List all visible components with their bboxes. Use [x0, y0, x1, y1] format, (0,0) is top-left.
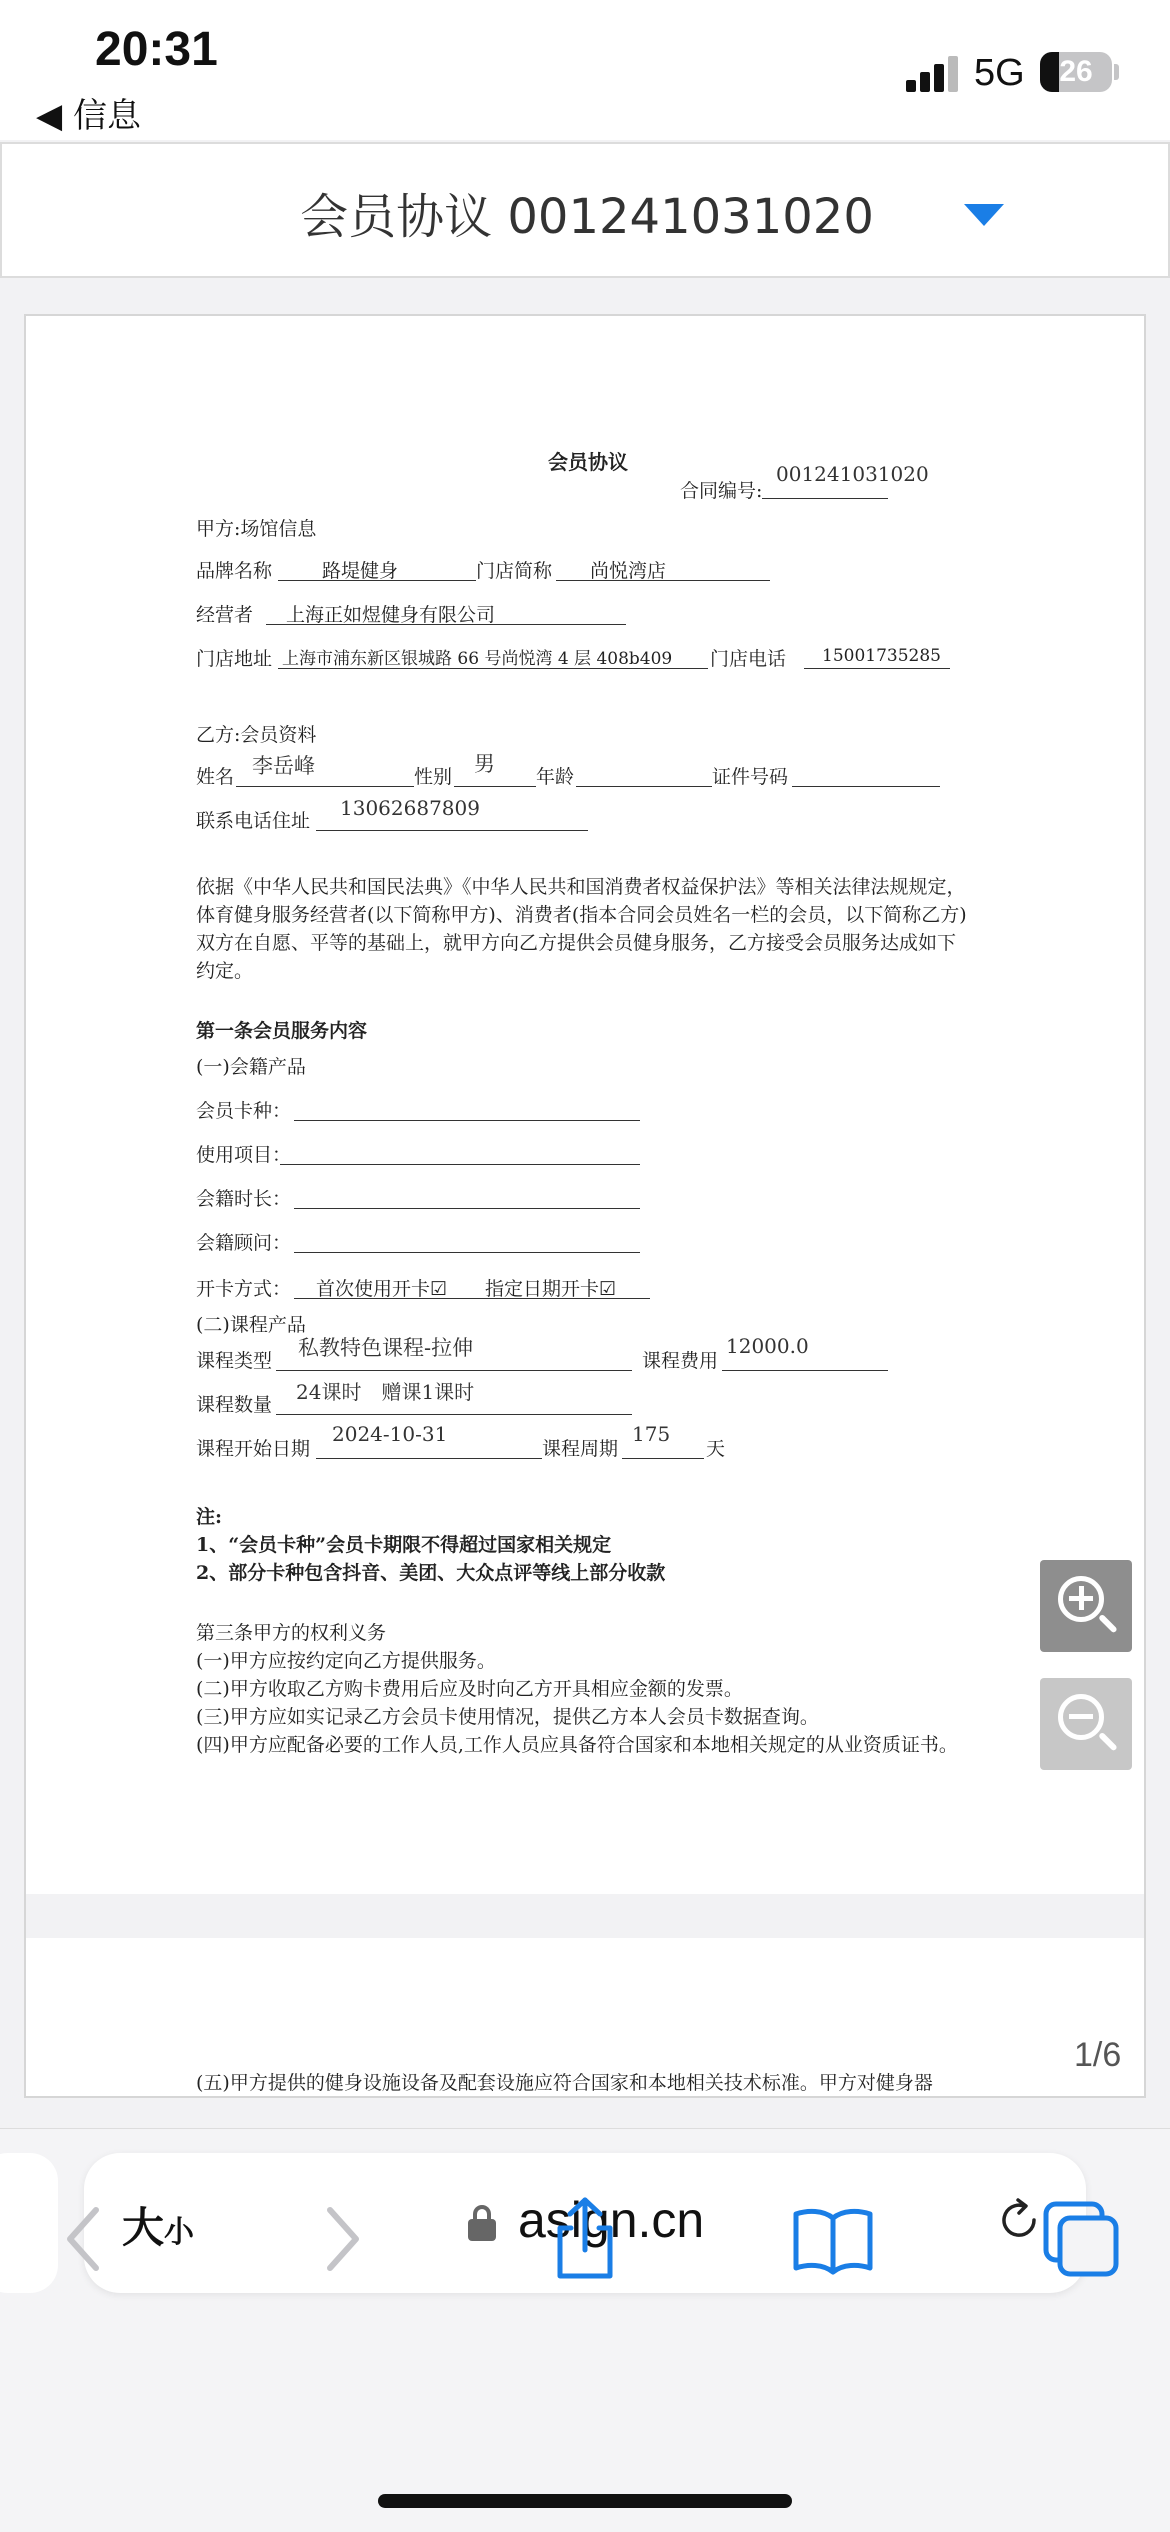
underline: [294, 1252, 640, 1253]
activation-value: 首次使用开卡☑ 指定日期开卡☑: [316, 1278, 617, 1300]
address-label: 门店地址: [196, 648, 273, 670]
bookmarks-button[interactable]: [788, 2194, 878, 2284]
underline: [722, 1370, 888, 1371]
next-page-line: (五)甲方提供的健身设施设备及配套设施应符合国家和本地相关技术标准。甲方对健身器: [196, 2072, 933, 2094]
age-label: 年龄: [536, 766, 575, 788]
back-button[interactable]: [42, 2194, 132, 2284]
underline: [622, 1458, 704, 1459]
underline: [316, 830, 588, 831]
underline: [454, 786, 536, 787]
battery-cap: [1114, 64, 1119, 80]
underline: [804, 668, 950, 669]
party-b-heading: 乙方:会员资料: [196, 724, 317, 746]
article3-item: (三)甲方应如实记录乙方会员卡使用情况，提供乙方本人会员卡数据查询。: [196, 1706, 819, 1728]
course-qty-value: 24课时 赠课1课时: [296, 1380, 475, 1404]
article3-item: (一)甲方应按约定向乙方提供服务。: [196, 1650, 496, 1672]
document-title-bar[interactable]: [0, 142, 1170, 278]
article3-item: (二)甲方收取乙方购卡费用后应及时向乙方开具相应金额的发票。: [196, 1678, 743, 1700]
contract-no-label: 合同编号:: [680, 480, 763, 502]
contract-no-value: 001241031020: [776, 462, 929, 486]
reader-size-small: 小: [164, 2215, 195, 2250]
course-qty-label: 课程数量: [196, 1394, 273, 1416]
battery-level: 26: [1059, 55, 1093, 88]
activation-label: 开卡方式：: [196, 1278, 292, 1300]
article3-item: (四)甲方应配备必要的工作人员,工作人员应具备符合国家和本地相关规定的从业资质证书。: [196, 1734, 958, 1756]
tabs-icon: [1046, 2204, 1116, 2274]
document-title: 会员协议 001241031020: [300, 189, 874, 245]
browser-chrome: [0, 2128, 1170, 2532]
underline: [576, 786, 712, 787]
tabs-button[interactable]: [1036, 2194, 1126, 2284]
forward-button[interactable]: [294, 2194, 384, 2284]
store-label: 门店简称: [476, 560, 553, 582]
article3-heading: 第三条甲方的权利义务: [196, 1622, 387, 1644]
duration-label: 会籍时长：: [196, 1188, 292, 1210]
advisor-label: 会籍顾问：: [196, 1232, 292, 1254]
course-type-label: 课程类型: [196, 1350, 273, 1372]
lock-icon: [468, 2205, 496, 2241]
course-start-value: 2024-10-31: [332, 1422, 448, 1446]
phone-value: 15001735285: [822, 646, 941, 666]
course-heading: (二)课程产品: [196, 1314, 306, 1336]
page-separator: [26, 1894, 1144, 1938]
status-time: 20:31: [95, 23, 218, 76]
operator-value: 上海正如煜健身有限公司: [286, 604, 496, 626]
operator-label: 经营者: [196, 604, 254, 626]
id-label: 证件号码: [712, 766, 789, 788]
preamble-line: 双方在自愿、平等的基础上，就甲方向乙方提供会员健身服务，乙方接受会员服务达成如下: [196, 932, 957, 954]
course-period-label: 课程周期: [542, 1438, 619, 1460]
card-type-label: 会员卡种：: [196, 1100, 292, 1122]
membership-heading: (一)会籍产品: [196, 1056, 306, 1078]
name-label: 姓名: [196, 766, 235, 788]
url-domain[interactable]: asign.cn: [518, 2192, 705, 2248]
underline: [280, 1164, 640, 1165]
address-value: 上海市浦东新区银城路 66 号尚悦湾 4 层 408b409: [282, 649, 673, 669]
back-to-app-link[interactable]: ◀ 信息: [36, 96, 141, 136]
store-value: 尚悦湾店: [590, 560, 667, 582]
home-indicator[interactable]: [378, 2494, 792, 2508]
gender-label: 性别: [414, 766, 453, 788]
note-item: 1、“会员卡种”会员卡期限不得超过国家相关规定: [196, 1534, 612, 1556]
chevron-left-icon: [70, 2210, 96, 2268]
course-type-value: 私教特色课程-拉伸: [298, 1336, 474, 1360]
network-type: 5G: [974, 52, 1025, 94]
underline: [294, 1120, 640, 1121]
book-icon: [796, 2211, 870, 2272]
underline: [294, 1208, 640, 1209]
brand-value: 路堤健身: [322, 560, 399, 582]
preamble-line: 约定。: [196, 960, 254, 982]
preamble-line: 体育健身服务经营者(以下简称甲方)、消费者(指本合同会员姓名一栏的会员，以下简称乙方): [196, 904, 967, 926]
contact-label: 联系电话住址: [196, 810, 311, 832]
course-period-value: 175: [632, 1422, 671, 1446]
course-start-label: 课程开始日期: [196, 1438, 311, 1460]
preamble-line: 依据《中华人民共和国民法典》《中华人民共和国消费者权益保护法》等相关法律法规规定，: [196, 876, 966, 898]
share-button[interactable]: [540, 2194, 630, 2284]
phone-label: 门店电话: [710, 648, 787, 670]
gender-value: 男: [474, 752, 495, 776]
share-icon: [560, 2200, 610, 2276]
reader-size-big: 大: [122, 2203, 165, 2252]
chevron-right-icon: [330, 2210, 356, 2268]
underline: [762, 498, 888, 499]
document-viewer[interactable]: [24, 314, 1146, 2098]
brand-label: 品牌名称: [196, 560, 273, 582]
page-size-button[interactable]: [122, 2195, 194, 2255]
status-bar: [0, 0, 1170, 140]
underline: [792, 786, 940, 787]
underline: [276, 1414, 632, 1415]
zoom-in-button[interactable]: [1040, 1560, 1132, 1652]
course-fee-label: 课程费用: [642, 1350, 719, 1372]
underline: [276, 1370, 632, 1371]
zoom-out-button[interactable]: [1040, 1678, 1132, 1770]
battery-icon: [1040, 52, 1112, 92]
course-fee-value: 12000.0: [726, 1334, 809, 1358]
cellular-signal-icon: [906, 56, 960, 92]
party-a-heading: 甲方:场馆信息: [196, 518, 317, 540]
article1-heading: 第一条会员服务内容: [196, 1020, 368, 1042]
name-value: 李岳峰: [252, 754, 315, 778]
usage-label: 使用项目：: [196, 1144, 292, 1166]
contract-heading: 会员协议: [548, 450, 628, 474]
course-period-unit: 天: [706, 1438, 726, 1460]
note-item: 2、部分卡种包含抖音、美团、大众点评等线上部分收款: [196, 1562, 666, 1584]
underline: [236, 786, 414, 787]
underline: [316, 1458, 542, 1459]
contact-value: 13062687809: [340, 796, 480, 820]
note-heading: 注:: [196, 1506, 223, 1528]
page-indicator: 1/6: [1074, 2036, 1122, 2074]
dropdown-arrow-icon[interactable]: [964, 204, 1004, 226]
